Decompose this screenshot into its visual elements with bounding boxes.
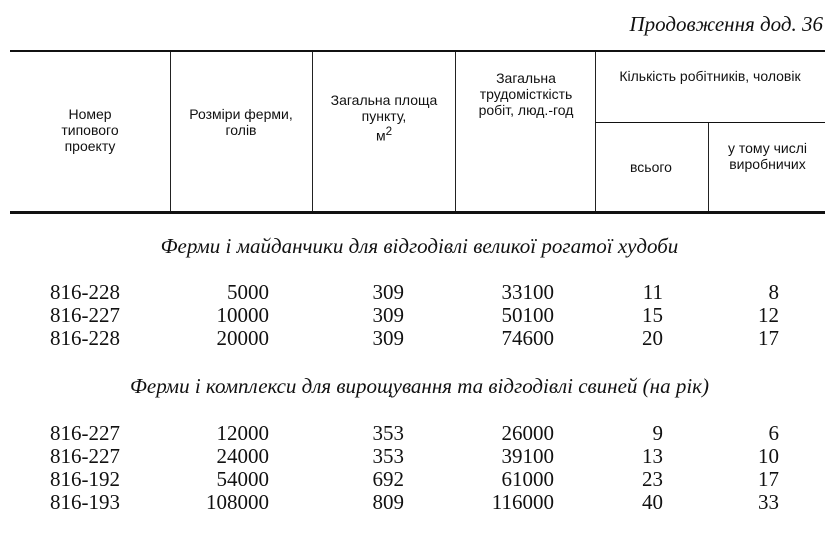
table-row <box>0 421 839 445</box>
column-divider <box>595 52 596 211</box>
cell-area: 309 <box>372 303 404 327</box>
cell-workers-total: 13 <box>642 444 663 468</box>
header-area-label: Загальна площа пункту, <box>330 92 438 124</box>
cell-labor: 33100 <box>501 280 554 304</box>
cell-workers-production: 10 <box>758 444 779 468</box>
subheader-rule <box>595 122 825 123</box>
header-area-unit-sup: 2 <box>385 125 393 138</box>
cell-labor: 74600 <box>501 326 554 350</box>
cell-size: 5000 <box>227 280 269 304</box>
header-bottom-rule <box>10 211 825 214</box>
cell-workers-production: 12 <box>758 303 779 327</box>
column-divider <box>455 52 456 211</box>
cell-project: 816-228 <box>50 280 120 304</box>
section-title-cattle: Ферми і майданчики для відгодівлі великої рогатої худоби <box>160 234 679 258</box>
table-row <box>0 467 839 491</box>
header-workers: Кількість робітників, чоловік <box>619 68 801 84</box>
cell-size: 54000 <box>216 467 269 491</box>
cell-labor: 61000 <box>501 467 554 491</box>
header-workers-production: у тому числі виробничих <box>728 140 807 172</box>
cell-workers-production: 33 <box>758 490 779 514</box>
cell-workers-production: 17 <box>758 326 779 350</box>
cell-workers-production: 8 <box>768 280 779 304</box>
cell-project: 816-227 <box>50 444 120 468</box>
cell-workers-total: 23 <box>642 467 663 491</box>
cell-labor: 116000 <box>491 490 554 514</box>
cell-area: 809 <box>372 490 404 514</box>
cell-project: 816-193 <box>50 490 120 514</box>
header-project-number: Номер типового проекту <box>61 106 119 154</box>
column-divider <box>170 52 171 211</box>
header-farm-size: Розміри ферми, голів <box>189 106 293 138</box>
continuation-label: Продовження дод. 36 <box>629 12 823 36</box>
cell-area: 309 <box>372 326 404 350</box>
cell-area: 353 <box>372 444 404 468</box>
cell-project: 816-227 <box>50 303 120 327</box>
cell-size: 12000 <box>216 421 269 445</box>
section-title-pigs: Ферми і комплекси для вирощування та відгодівлі свиней (на рік) <box>130 374 709 398</box>
cell-workers-total: 9 <box>652 421 663 445</box>
cell-workers-production: 6 <box>768 421 779 445</box>
column-divider <box>312 52 313 211</box>
header-area <box>322 92 446 144</box>
cell-size: 10000 <box>216 303 269 327</box>
table-row <box>0 444 839 468</box>
cell-area: 353 <box>372 421 404 445</box>
column-divider <box>708 123 709 211</box>
header-workers-total: всього <box>630 159 672 175</box>
cell-size: 108000 <box>206 490 269 514</box>
cell-size: 24000 <box>216 444 269 468</box>
cell-labor: 26000 <box>501 421 554 445</box>
cell-labor: 39100 <box>501 444 554 468</box>
cell-project: 816-192 <box>50 467 120 491</box>
header-labor: Загальна трудомісткість робіт, люд.-год <box>478 70 574 118</box>
header-area-unit: м <box>375 127 386 144</box>
cell-area: 692 <box>372 467 404 491</box>
cell-size: 20000 <box>216 326 269 350</box>
cell-workers-total: 15 <box>642 303 663 327</box>
cell-workers-total: 40 <box>642 490 663 514</box>
cell-labor: 50100 <box>501 303 554 327</box>
cell-area: 309 <box>372 280 404 304</box>
table-row <box>0 280 839 304</box>
table-row <box>0 326 839 350</box>
table-top-rule <box>10 50 825 52</box>
table-row <box>0 303 839 327</box>
cell-workers-production: 17 <box>758 467 779 491</box>
table-row <box>0 490 839 514</box>
cell-project: 816-227 <box>50 421 120 445</box>
cell-workers-total: 20 <box>642 326 663 350</box>
cell-project: 816-228 <box>50 326 120 350</box>
cell-workers-total: 11 <box>642 280 663 304</box>
